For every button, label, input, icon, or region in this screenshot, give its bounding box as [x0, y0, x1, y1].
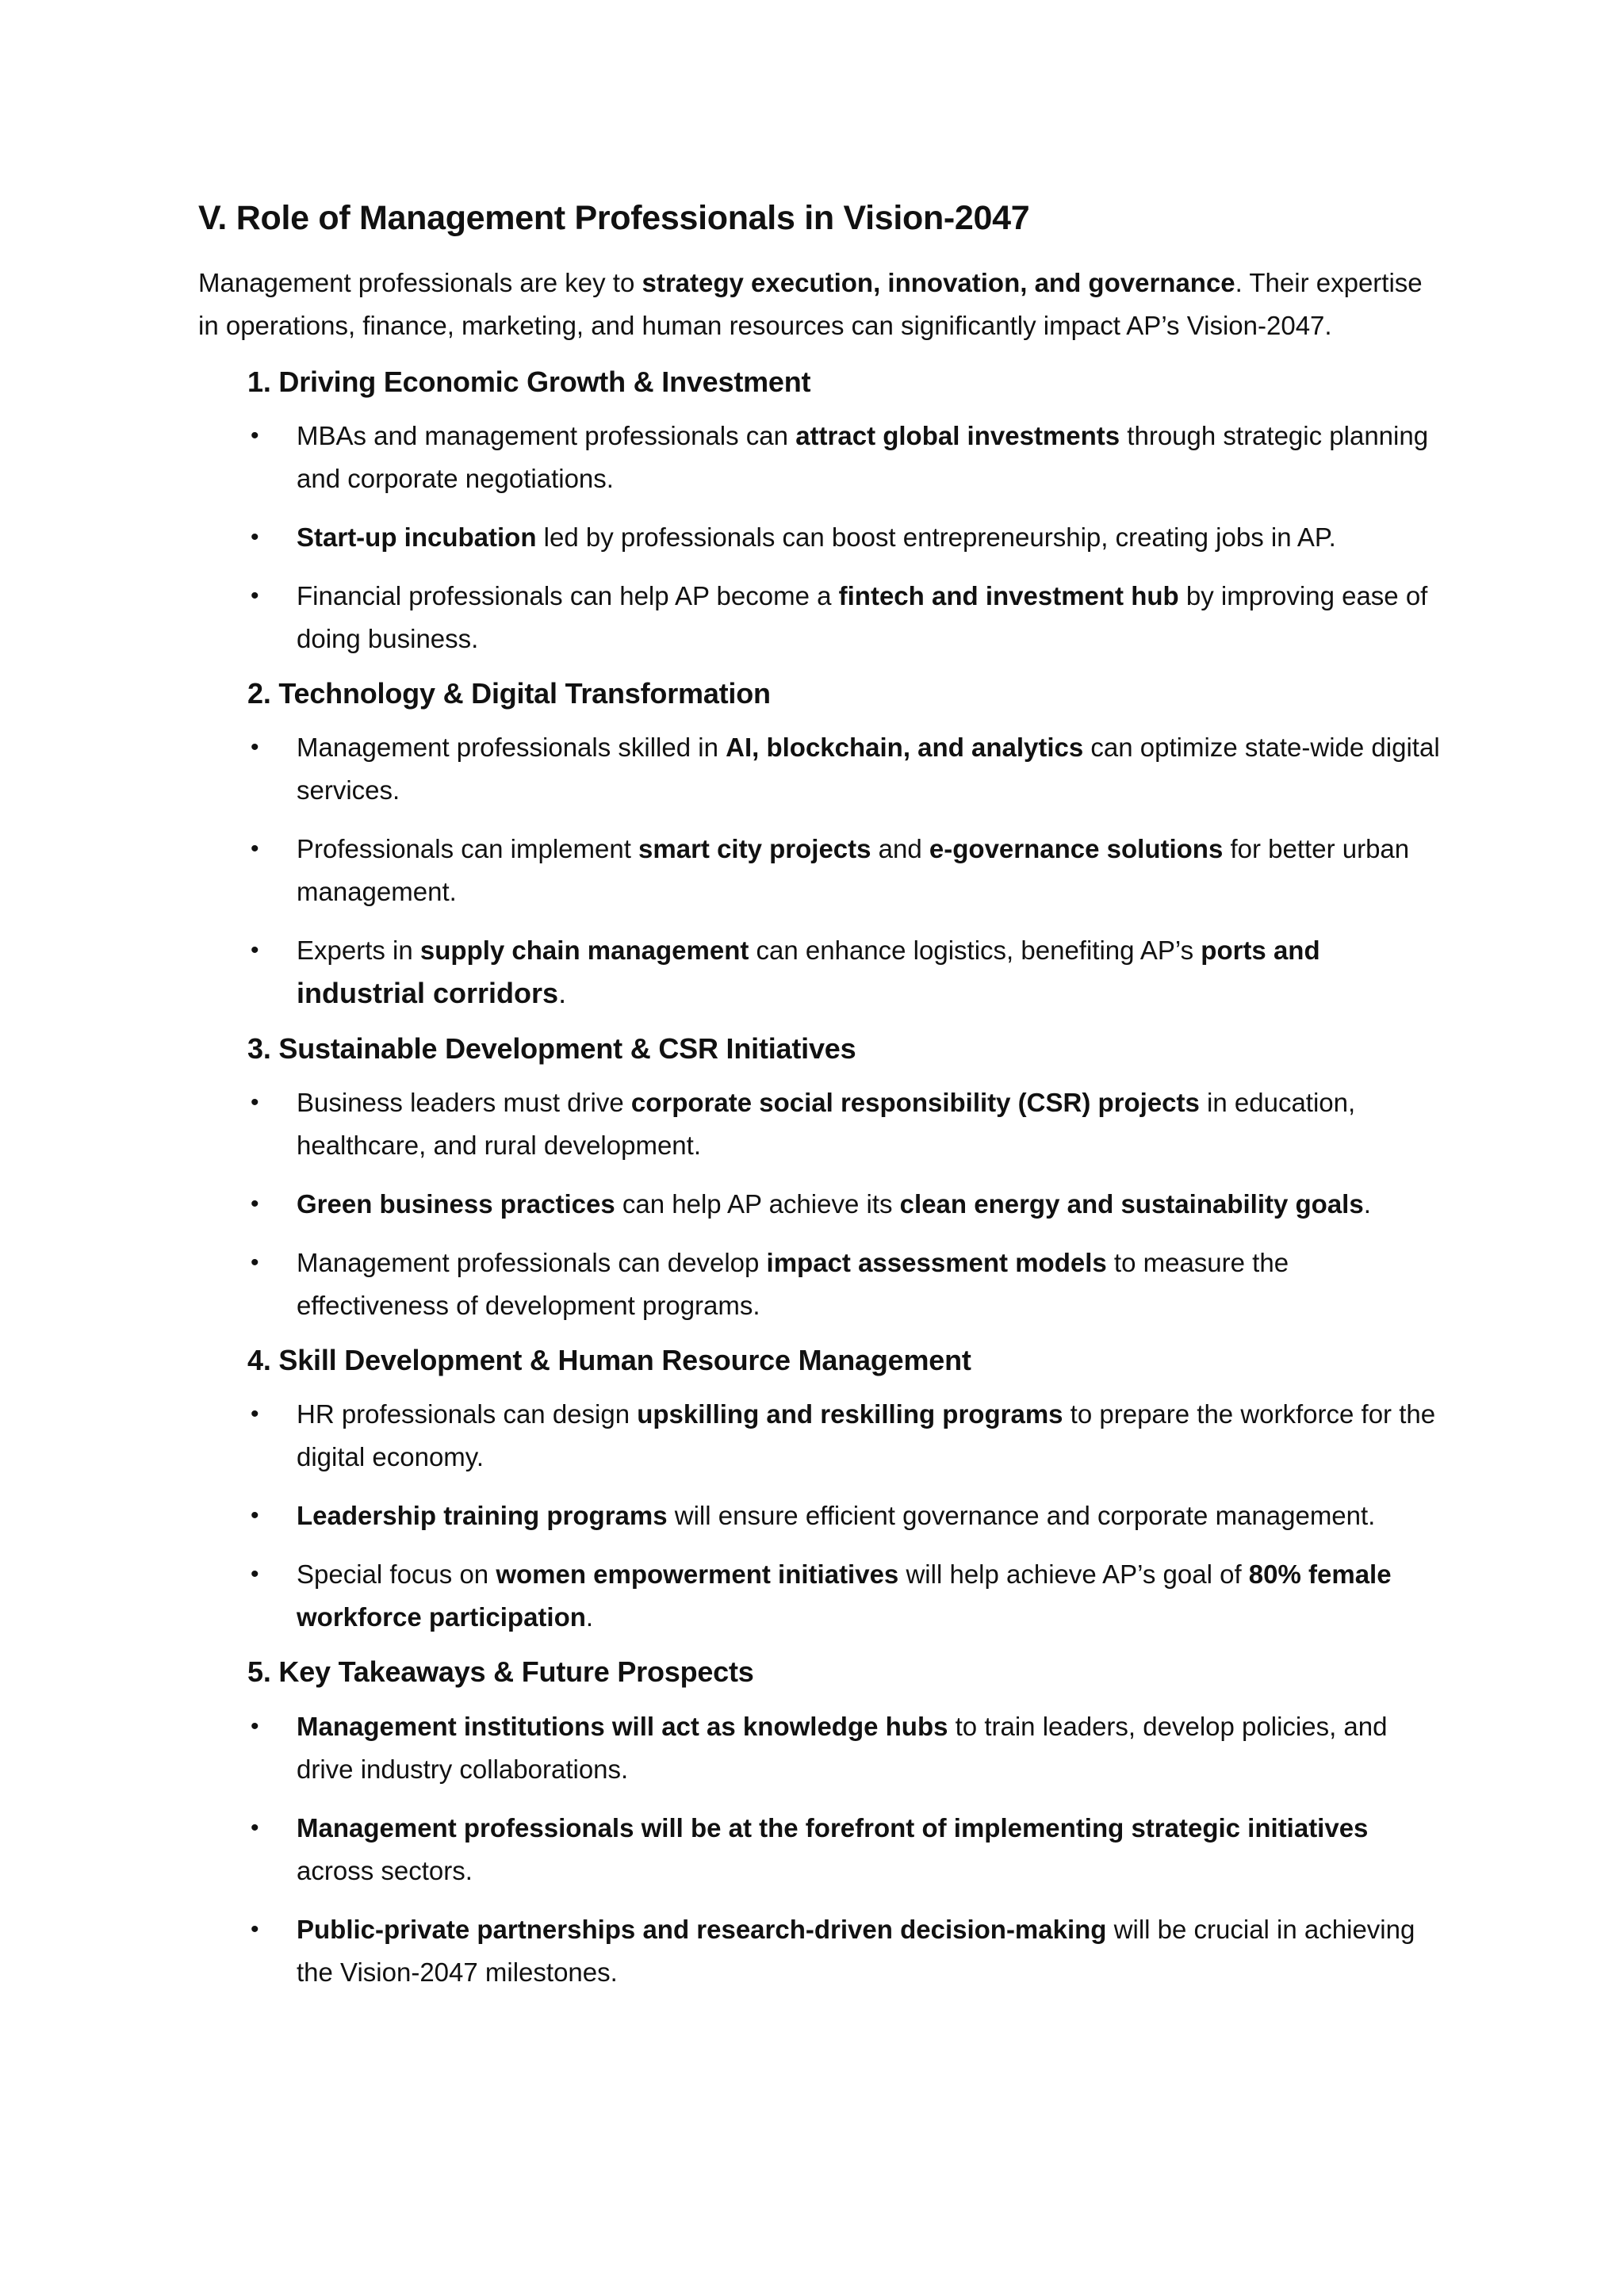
bullet-icon: •: [251, 1814, 259, 1841]
bold-text-run: fintech and investment hub: [838, 580, 1179, 610]
list-item: [198, 1908, 1443, 1994]
list-item: [198, 828, 1443, 913]
text-run: Experts in: [297, 935, 420, 965]
section-heading: 2. Technology & Digital Transformation: [247, 676, 771, 710]
bold-text-run: Start-up incubation: [297, 522, 537, 552]
bullet-icon: •: [251, 1561, 259, 1588]
bullet-icon: •: [251, 1089, 259, 1116]
bold-text-run: smart city projects: [638, 833, 871, 863]
section-heading: 5. Key Takeaways & Future Prospects: [247, 1655, 754, 1689]
list-item: [198, 415, 1443, 500]
bullet-icon: •: [251, 1712, 259, 1739]
bold-text-run: Management professionals will be at the forefront of implementing strategic initiatives: [297, 1812, 1369, 1843]
bullet-icon: •: [251, 422, 259, 449]
text-run: to measure the effectiveness of development programs.: [297, 1248, 1289, 1321]
bold-text-run: corporate social responsibility (CSR) projects: [630, 1088, 1200, 1118]
bold-text-run: upskilling and reskilling programs: [637, 1399, 1063, 1429]
text-run: to prepare the workforce for the digital economy.: [297, 1399, 1436, 1472]
list-item: [198, 929, 1443, 1016]
text-run: will help achieve AP’s goal of: [898, 1559, 1249, 1590]
text-run: can help AP achieve its: [615, 1189, 900, 1219]
list-item: [198, 1081, 1443, 1167]
text-run: led by professionals can boost entrepreneurship, creating jobs in AP.: [536, 522, 1336, 552]
intro-paragraph: [198, 262, 1443, 347]
text-run: Management professionals can develop: [297, 1248, 767, 1278]
text-run: HR professionals can design: [297, 1399, 638, 1429]
text-run: by improving ease of doing business.: [297, 580, 1428, 653]
text-run: Business leaders must drive: [297, 1088, 631, 1118]
bullet-icon: •: [251, 733, 259, 760]
text-run: Professionals can implement: [297, 833, 639, 863]
list-item: [198, 575, 1443, 660]
text-run: . Their expertise in operations, finance, marketing, and human resources can significantly impact AP’s Vision-2047.: [198, 267, 1423, 340]
text-run: can optimize state-wide digital services.: [297, 732, 1440, 805]
text-run: across sectors.: [297, 1855, 473, 1885]
list-item: [198, 726, 1443, 812]
list-item: [198, 1807, 1443, 1892]
sections-container: [198, 365, 1443, 1994]
text-run: .: [558, 976, 567, 1009]
list-item: [198, 1183, 1443, 1226]
document-page: [198, 198, 1443, 2010]
bold-text-run: attract global investments: [795, 420, 1120, 450]
bold-text-run: industrial corridors: [297, 976, 559, 1009]
bold-text-run: ports and: [1201, 935, 1320, 965]
text-run: .: [1363, 1189, 1371, 1219]
text-run: and: [871, 833, 929, 863]
page-title: V. Role of Management Professionals in Vision-2047: [198, 199, 1030, 237]
list-item: [198, 1393, 1443, 1479]
text-run: for better urban management.: [297, 833, 1410, 906]
bold-text-run: supply chain management: [419, 935, 749, 965]
text-run: will be crucial in achieving the Vision-2047 milestones.: [297, 1914, 1415, 1987]
text-run: Financial professionals can help AP become a: [297, 580, 839, 610]
text-run: .: [585, 1602, 594, 1632]
bullet-icon: •: [251, 582, 259, 609]
text-run: to train leaders, develop policies, and drive industry collaborations.: [297, 1711, 1388, 1784]
section-heading: 3. Sustainable Development & CSR Initiatives: [247, 1031, 856, 1065]
list-item: [198, 516, 1443, 559]
bullet-icon: •: [251, 1191, 259, 1218]
list-item: [198, 1705, 1443, 1791]
bold-text-run: strategy execution, innovation, and governance: [642, 267, 1235, 297]
bullet-list: [198, 1393, 1443, 1639]
text-run: MBAs and management professionals can: [297, 420, 796, 450]
bullet-icon: •: [251, 1401, 259, 1428]
bullet-icon: •: [251, 1249, 259, 1276]
text-run: will ensure efficient governance and corporate management.: [667, 1501, 1376, 1531]
bullet-icon: •: [251, 1502, 259, 1529]
bold-text-run: AI, blockchain, and analytics: [726, 732, 1084, 762]
text-run: Management professionals skilled in: [297, 732, 726, 762]
bullet-icon: •: [251, 835, 259, 862]
bold-text-run: Leadership training programs: [297, 1501, 668, 1531]
text-run: can enhance logistics, benefiting AP’s: [749, 935, 1201, 965]
text-run: Management professionals are key to: [198, 267, 642, 297]
bullet-list: [198, 1081, 1443, 1327]
list-item: [198, 1242, 1443, 1327]
bold-text-run: Green business practices: [297, 1189, 615, 1219]
text-run: in education, healthcare, and rural development.: [297, 1088, 1356, 1161]
text-run: Special focus on: [297, 1559, 496, 1590]
bold-text-run: 80% female workforce participation: [297, 1559, 1392, 1632]
bullet-list: [198, 726, 1443, 1016]
bold-text-run: clean energy and sustainability goals: [899, 1189, 1364, 1219]
bullet-list: [198, 1705, 1443, 1994]
bold-text-run: Public-private partnerships and research-driven decision-making: [297, 1914, 1107, 1944]
list-item: [198, 1494, 1443, 1537]
bullet-list: [198, 415, 1443, 660]
bullet-icon: •: [251, 1915, 259, 1942]
list-item: [198, 1553, 1443, 1639]
bold-text-run: impact assessment models: [766, 1248, 1107, 1278]
bullet-icon: •: [251, 936, 259, 963]
bold-text-run: Management institutions will act as knowledge hubs: [297, 1711, 948, 1741]
section-heading: 4. Skill Development & Human Resource Management: [247, 1344, 971, 1377]
section-heading: 1. Driving Economic Growth & Investment: [247, 365, 811, 398]
bullet-icon: •: [251, 523, 259, 550]
bold-text-run: women empowerment initiatives: [496, 1559, 899, 1590]
text-run: through strategic planning and corporate negotiations.: [297, 420, 1429, 493]
bold-text-run: e-governance solutions: [929, 833, 1224, 863]
